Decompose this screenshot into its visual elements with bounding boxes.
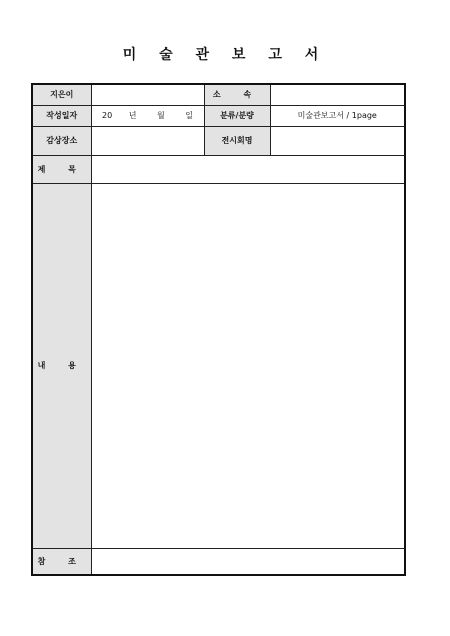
date-label: 작성일자 [32, 105, 91, 126]
subject-field[interactable] [91, 155, 405, 183]
exhibition-field[interactable] [270, 126, 405, 155]
report-form-table [31, 83, 406, 576]
row-author [32, 84, 405, 105]
author-field[interactable] [91, 84, 204, 105]
reference-field[interactable] [91, 548, 405, 575]
row-subject [32, 155, 405, 183]
content-field[interactable] [91, 183, 405, 548]
row-reference [32, 548, 405, 575]
page-title: 미 술 관 보 고 서 [122, 47, 328, 63]
exhibition-label: 전시회명 [204, 126, 270, 155]
subject-label: 제 목 [32, 155, 91, 183]
reference-label: 참 조 [32, 548, 91, 575]
category-label: 분류/분량 [204, 105, 270, 126]
date-year-unit: 년 [128, 111, 137, 120]
row-content [32, 183, 405, 548]
department-field[interactable] [270, 84, 405, 105]
row-venue [32, 126, 405, 155]
content-label: 내 용 [32, 183, 91, 548]
department-label: 소 속 [204, 84, 270, 105]
row-date [32, 105, 405, 126]
author-label: 지은이 [32, 84, 91, 105]
venue-label: 감상장소 [32, 126, 91, 155]
date-day-unit: 일 [185, 111, 194, 120]
date-month-unit: 월 [157, 111, 165, 120]
venue-field[interactable] [91, 126, 204, 155]
date-year: 20 [101, 111, 113, 120]
category-field[interactable]: 미술관보고서 / 1page [270, 105, 405, 126]
date-field[interactable] [91, 105, 204, 126]
